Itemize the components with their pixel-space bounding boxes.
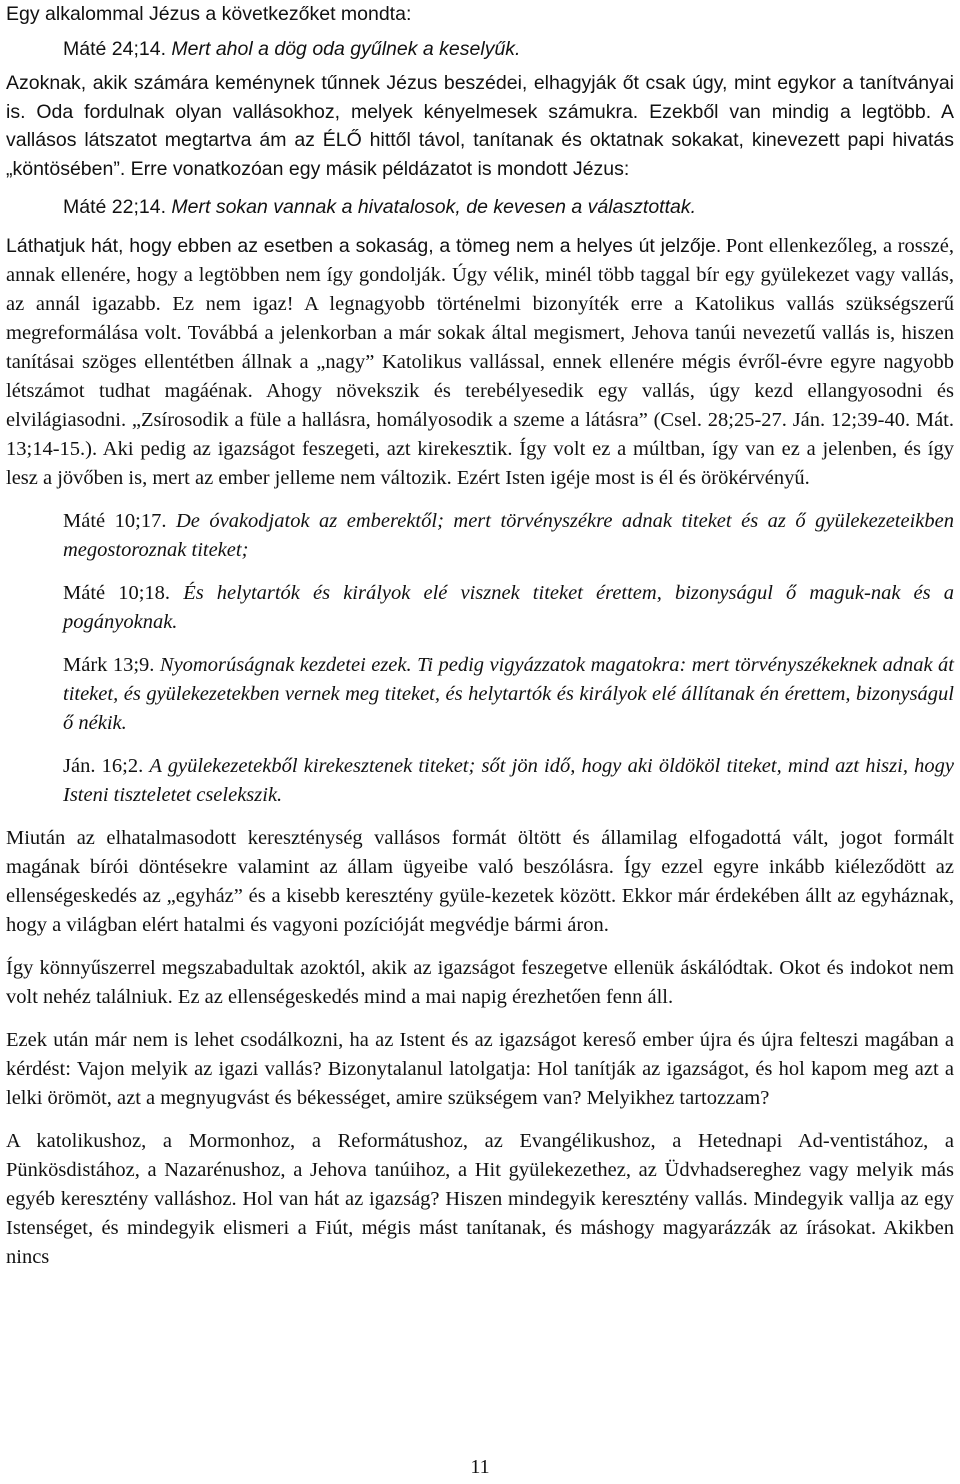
verse-ref: Máté 22;14. xyxy=(63,196,166,218)
verse-mark-13-9 xyxy=(6,651,954,738)
body-paragraph: A katolikushoz, a Mormonhoz, a Reformátushoz, az Evangélikushoz, a Hetednapi Ad-ventistához, a Pünkösdistához, a Nazarénushoz, a Jehova tanúihoz, a Hit gyülekezethez, az Üdvhadsereghez vagy melyik más egyéb keresztény valláshoz. Hol van hát az igazság? Hiszen mindegyik keresztény vallás. Mindegyik vallja az egy Istenséget, és mindegyik elismeri a Fiút, mégis mást tanítanak, és máshogy magyarázzák az írásokat. Akikben nincs xyxy=(6,1129,954,1268)
verse-john-16-2 xyxy=(6,752,954,810)
verse-text: És helytartók és királyok elé visznek titeket érettem, bizonyságul ő maguk-nak és a pogányoknak. xyxy=(63,581,954,633)
verse-ref: Máté 10;17. xyxy=(63,509,167,532)
verse-matthew-24-14 xyxy=(6,35,954,64)
body-paragraph: Miután az elhatalmasodott kereszténység vallásos formát öltött és államilag elfogadottá vált, jogot formált magának bírói döntésekre valamint az állam ügyeibe való beszólásra. Így ezzel egyre inkább kiéleződött az ellenségeskedés az „egyház” és a kisebb keresztény gyüle-kezetek között. Ekkor már érdekében állt az egyháznak, hogy a világban elért hatalmi és vagyoni pozícióját megvédje bármi áron. xyxy=(6,826,954,936)
paragraph-lead-sentence: Láthatjuk hát, hogy ebben az esetben a sokaság, a tömeg nem a helyes út jelzője. xyxy=(6,234,722,257)
verse-matthew-22-14 xyxy=(6,193,954,222)
verse-text: Mert ahol a dög oda gyűlnek a keselyűk. xyxy=(171,37,521,60)
verse-text: A gyülekezetekből kirekesztenek titeket; sőt jön idő, hogy aki öldököl titeket, mind azt hiszi, hogy Isteni tiszteletet cselekszik. xyxy=(63,754,954,806)
page-number: 11 xyxy=(470,1456,490,1478)
verse-ref: Máté 10;18. xyxy=(63,581,171,604)
paragraph-continuation: Pont ellenkezőleg, a rosszé, annak ellenére, hogy a legtöbben nem így gondolják. Úgy vélik, minél több taggal bír egy gyülekezet vagy vallás, az annál igazabb. Ez nem igaz! A legnagyobb történelmi bizonyíték erre a Katolikus vallás szükségszerű megreformálása volt. Továbbá a jelenkorban a már sokak által megismert, Jehova tanúi nevezetű vallás is, hiszen tanításai szöges ellentétben állnak a „nagy” Katolikus vallással, ennek ellenére mégis évről-évre egyre nagyobb létszámot tudhat magáénak. Ahogy növekszik és terebélyesedik egy vallás, úgy kezd ellangyosodni és elvilágiasodni. „Zsírosodik a füle a hallásra, homályosodik a szeme a látásra” (Csel. 28;25-27. Ján. 12;39-40. Mát. 13;14-15.). Aki pedig az igazságot feszegeti, azt kirekesztik. Így volt ez a múltban, így van ez a jelenben, és így lesz a jövőben is, mert az ember jelleme nem változik. Ezért Isten igéje most is él és örökérvényű. xyxy=(6,234,954,489)
document-page xyxy=(6,0,954,1272)
intro-lead: Egy alkalommal Jézus a következőket mondta: xyxy=(6,3,412,25)
verse-matthew-10-17 xyxy=(6,507,954,565)
body-paragraph-main xyxy=(6,232,954,493)
verse-ref: Márk 13;9. xyxy=(63,653,155,676)
verse-ref: Ján. 16;2. xyxy=(63,754,144,777)
verse-text: De óvakodjatok az emberektől; mert törvényszékre adnak titeket és az ő gyülekezeteikben megostoroznak titeket; xyxy=(63,509,954,561)
verse-ref: Máté 24;14. xyxy=(63,37,166,60)
intro-paragraph: Azoknak, akik számára keménynek tűnnek Jézus beszédei, elhagyják őt csak úgy, mint egykor a tanítványai is. Oda fordulnak olyan vallásokhoz, melyek kényelmesek számukra. Ezekből van mindig a legtöbb. A vallásos látszatot megtartva ám az ÉLŐ hittől távol, tanítanak és oktatnak sokakat, kinevezett papi hivatás „köntösében”. Erre vonatkozóan egy másik példázatot is mondott Jézus: xyxy=(6,72,954,180)
body-paragraph: Így könnyűszerrel megszabadultak azoktól, akik az igazságot feszegetve ellenük áskálódtak. Okot és indokot nem volt nehéz találniuk. Ez az ellenségeskedés mind a mai napig érezhetően fenn áll. xyxy=(6,956,954,1008)
verse-text: Mert sokan vannak a hivatalosok, de kevesen a választottak. xyxy=(171,196,697,218)
verse-text: Nyomorúságnak kezdetei ezek. Ti pedig vigyázzatok magatokra: mert törvényszékeknek adnak át titeket, és gyülekezetekben vernek meg titeket, és helytartók és királyok elé állítanak én érettem, bizonyságul ő nékik. xyxy=(63,653,954,734)
verse-matthew-10-18 xyxy=(6,579,954,637)
body-paragraph: Ezek után már nem is lehet csodálkozni, ha az Istent és az igazságot kereső ember újra és újra felteszi magában a kérdést: Vajon melyik az igazi vallás? Bizonytalanul latolgatja: Hol tanítják az igazságot, és hol kapom meg azt a lelki örömöt, azt a megnyugvást és békességet, amire szükségem van? Melyikhez tartozzam? xyxy=(6,1028,954,1109)
